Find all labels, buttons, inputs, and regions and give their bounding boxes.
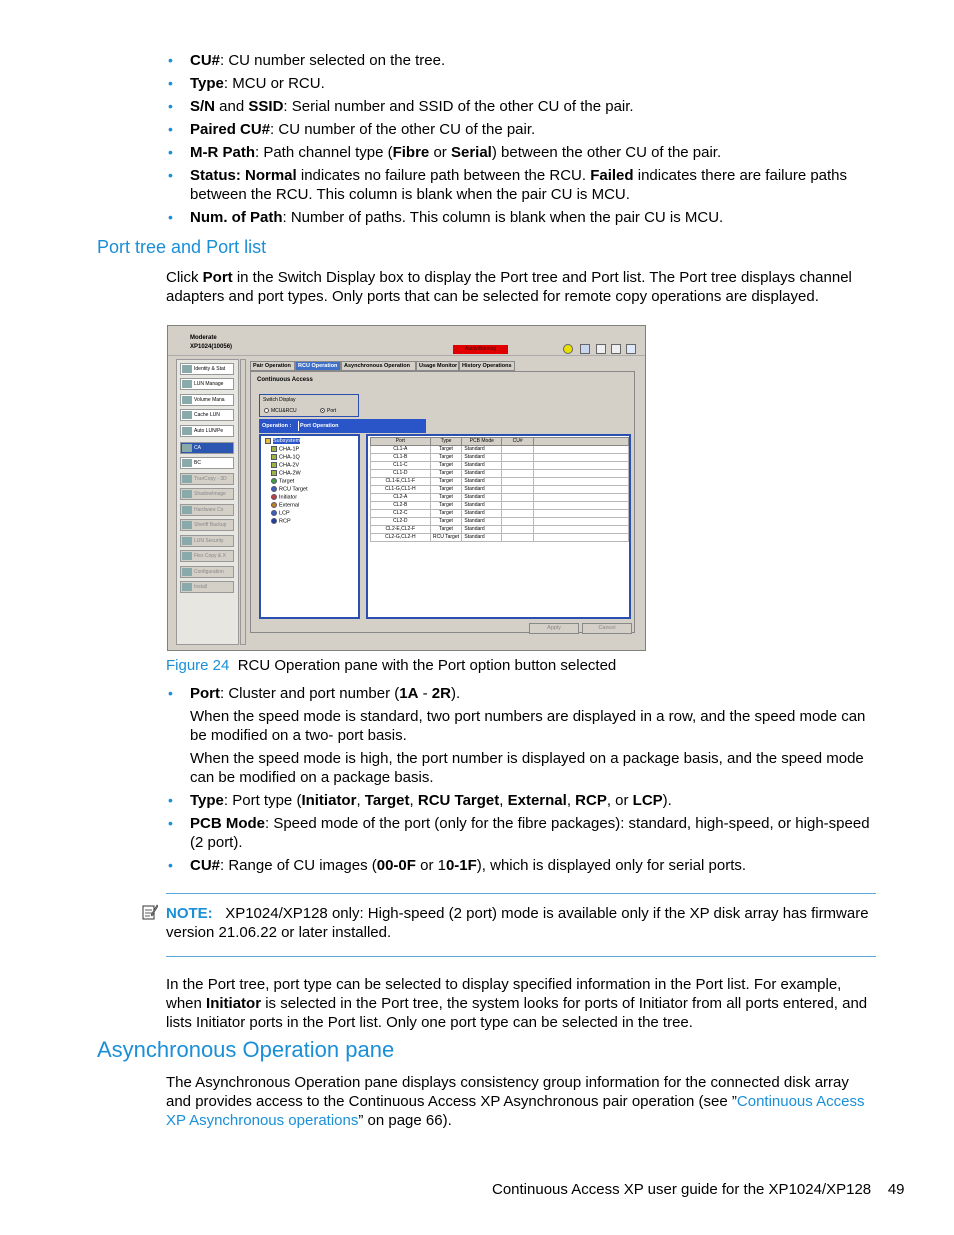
external-icon [271, 502, 277, 508]
cell-blank [533, 478, 628, 486]
port-speed-high: When the speed mode is high, the port number is displayed on a package basis, and the speed mode can be modified on a package basis. [190, 750, 864, 786]
column-header-type[interactable]: Type [430, 438, 462, 446]
sidebar-item-identity[interactable] [180, 363, 234, 375]
cell-pcb-mode: Standard [462, 486, 502, 494]
tree-node-subsystem[interactable] [265, 438, 300, 445]
tree-node-label: CHA-2V [279, 462, 300, 469]
sidebar-item-label: Auto LUN/Pe [194, 428, 224, 434]
cell-cu [502, 494, 534, 502]
note-rule-top [166, 893, 876, 894]
table-header-row [371, 438, 629, 446]
tree-node-initiator[interactable] [271, 494, 297, 501]
list-item: • CU#: CU number selected on the tree. [166, 51, 878, 70]
sidebar-item-sheriff[interactable] [180, 519, 234, 531]
tree-node-cha-1p[interactable] [271, 446, 299, 453]
list-item: • Type: Port type (Initiator, Target, RCU Target, External, RCP, or LCP). [166, 791, 878, 810]
tree-node-label: Target [279, 478, 295, 485]
backup-icon [182, 521, 192, 529]
lcp-icon [271, 510, 277, 516]
table-row[interactable] [371, 478, 629, 486]
cell-pcb-mode: Standard [462, 518, 502, 526]
cell-pcb-mode: Standard [462, 494, 502, 502]
cell-cu [502, 478, 534, 486]
footer-title: Continuous Access XP user guide for the XP1024/XP128 [492, 1181, 872, 1198]
cell-pcb-mode: Standard [462, 454, 502, 462]
configuration-icon [182, 568, 192, 576]
cell-blank [533, 462, 628, 470]
port-field-list [166, 684, 878, 879]
table-row[interactable] [371, 534, 629, 542]
column-header-cu[interactable]: CU# [502, 438, 534, 446]
cell-cu [502, 510, 534, 518]
cell-port: CL2-B [371, 502, 431, 510]
cell-pcb-mode: Standard [462, 478, 502, 486]
tree-node-label: CHA-1P [279, 446, 300, 453]
sidebar-item-configuration[interactable] [180, 566, 234, 578]
tree-node-label: RCU Target [279, 486, 308, 493]
sidebar-item-ca[interactable] [180, 442, 234, 454]
port-tree-explanation: In the Port tree, port type can be selected to display specified information in the Port list. For example, when Initiator is selected in the Port tree, the system looks for ports of Initiator from all ports entered, and lists Initiator ports in the Port list. Only one port type can be selected in the tree. [166, 976, 868, 1031]
tree-node-target[interactable] [271, 478, 294, 485]
list-item: • Status: Normal indicates no failure path between the RCU. Failed indicates there are failure paths between the RCU. This column is blank when the pair CU is MCU. [166, 166, 878, 204]
tree-node-cha-1q[interactable] [271, 454, 300, 461]
initiator-icon [271, 494, 277, 500]
sidebar-item-label: Cache LUN [194, 412, 220, 418]
security-icon [182, 537, 192, 545]
tree-node-lcp[interactable] [271, 510, 290, 517]
cell-cu [502, 502, 534, 510]
tree-node-rcu-target[interactable] [271, 486, 308, 493]
sidebar-item-label: Hardware Co [194, 507, 224, 513]
sidebar-item-label: LUN Security [194, 538, 224, 544]
sidebar-item-lun-manager[interactable] [180, 378, 234, 390]
tree-node-label: Initiator [279, 494, 298, 501]
list-item: • Port: Cluster and port number (1A - 2R). When the speed mode is standard, two port numbers are displayed in a row, and the speed mode can be modified on a two- port basis. When the speed mode is high, the port number is displayed on a package basis, and the speed mode can be modified on a package basis. [166, 684, 878, 787]
cell-type: Target [430, 526, 462, 534]
cell-port: CL1-A [371, 446, 431, 454]
sidebar-item-label: Flex Copy & X [194, 553, 226, 559]
cell-blank [533, 526, 628, 534]
cell-cu [502, 518, 534, 526]
cell-blank [533, 534, 628, 542]
cell-port: CL2-A [371, 494, 431, 502]
list-item: • Num. of Path: Number of paths. This column is blank when the pair CU is MCU. [166, 208, 878, 227]
sidebar-item-label: LUN Manage [194, 381, 224, 387]
list-item: • S/N and SSID: Serial number and SSID of the other CU of the pair. [166, 97, 878, 116]
volume-icon [182, 396, 192, 404]
cell-cu [502, 486, 534, 494]
list-item: • PCB Mode: Speed mode of the port (only for the fibre packages): standard, high-speed, or high-speed (2 port). [166, 814, 878, 852]
mcu-rcu-option[interactable] [264, 407, 297, 415]
column-header-pcb-mode[interactable]: PCB Mode [462, 438, 502, 446]
list-item: • M-R Path: Path channel type (Fibre or Serial) between the other CU of the pair. [166, 143, 878, 162]
cell-cu [502, 534, 534, 542]
operation-label: Operation : [262, 423, 292, 429]
cell-cu [502, 462, 534, 470]
table-row[interactable] [371, 510, 629, 518]
cell-type: Target [430, 510, 462, 518]
port-list[interactable] [366, 434, 631, 619]
cell-port: CL1-D [371, 470, 431, 478]
list-item: • Type: MCU or RCU. [166, 74, 878, 93]
tab-asynchronous-operation[interactable]: Asynchronous Operation [341, 361, 416, 371]
sidebar-item-cache-lun[interactable] [180, 409, 234, 421]
table-row[interactable] [371, 486, 629, 494]
cell-port: CL2-C [371, 510, 431, 518]
cell-type: Target [430, 486, 462, 494]
table-row[interactable] [371, 526, 629, 534]
page-footer [492, 1180, 905, 1199]
tree-node-label: CHA-2W [279, 470, 301, 477]
auto-lun-icon [182, 427, 192, 435]
cell-port: CL1-G,CL1-H [371, 486, 431, 494]
status-lamp-icon [563, 344, 573, 354]
adapter-icon [271, 446, 277, 452]
adapter-icon [271, 454, 277, 460]
note-text: NOTE: XP1024/XP128 only: High-speed (2 port) mode is available only if the XP disk array has firmware version 21.06.22 or later installed. [166, 905, 869, 941]
truecopy-icon [182, 475, 192, 483]
window-icon[interactable] [611, 344, 621, 354]
list-item: • Paired CU#: CU number of the other CU of the pair. [166, 120, 878, 139]
note-icon [142, 903, 158, 920]
sidebar-item-auto-lun[interactable] [180, 425, 234, 437]
divider [298, 421, 299, 431]
shadowimage-icon [182, 490, 192, 498]
cell-type: Target [430, 454, 462, 462]
tree-node-external[interactable] [271, 502, 299, 509]
port-list-table [370, 437, 629, 542]
tab-history-operations[interactable]: History Operations [459, 361, 515, 371]
cell-cu [502, 446, 534, 454]
screenshot-header [168, 326, 645, 356]
sidebar-item-shadowimage[interactable] [180, 488, 234, 500]
cell-cu [502, 526, 534, 534]
sidebar-item-flexcopy[interactable] [180, 550, 234, 562]
cell-pcb-mode: Standard [462, 510, 502, 518]
cache-icon [182, 411, 192, 419]
cancel-button[interactable]: Cancel [582, 623, 632, 634]
cell-type: RCU Target [430, 534, 462, 542]
hardware-icon [182, 506, 192, 514]
operation-bar [259, 419, 426, 433]
async-intro: The Asynchronous Operation pane displays consistency group information for the connected disk array and provides access to the Continuous Access XP Asynchronous pair operation (see ”Continuous Access XP Asynchronous operations” on page 66). [166, 1074, 865, 1129]
tree-node-cha-2v[interactable] [271, 462, 299, 469]
exit-icon[interactable] [626, 344, 636, 354]
note-label: NOTE: [166, 905, 213, 922]
cell-type: Target [430, 446, 462, 454]
subsystem-mode: Moderate [190, 335, 217, 341]
cell-cu [502, 454, 534, 462]
port-tree-intro: Click Port in the Switch Display box to display the Port tree and Port list. The Port tree displays channel adapters and port types. Only ports that can be selected for remote copy operations are displayed. [166, 269, 852, 305]
cell-pcb-mode: Standard [462, 446, 502, 454]
sidebar-item-label: BC [194, 460, 201, 466]
cell-type: Target [430, 494, 462, 502]
tab-usage-monitor[interactable]: Usage Monitor [416, 361, 459, 371]
tree-node-label: Subsystem [273, 438, 301, 445]
radio-selected-icon [320, 408, 325, 413]
sidebar-scrollbar[interactable] [240, 359, 246, 645]
table-row[interactable] [371, 494, 629, 502]
table-row[interactable] [371, 446, 629, 454]
table-row[interactable] [371, 462, 629, 470]
port-option[interactable] [320, 407, 336, 415]
table-row[interactable] [371, 502, 629, 510]
sidebar-item-install[interactable] [180, 581, 234, 593]
sidebar-item-label: CA [194, 445, 201, 451]
sidebar-item-label: Configuration [194, 569, 224, 575]
switch-display-label: Switch Display [263, 397, 296, 403]
ca-icon [182, 444, 192, 452]
sidebar-item-label: Identity & Stat [194, 366, 226, 372]
subsystem-name: XP1024(10056) [190, 344, 233, 350]
rcu-operation-screenshot [167, 325, 646, 651]
rcu-operation-pane [250, 371, 635, 633]
sidebar [176, 359, 239, 645]
apply-button[interactable]: Apply [529, 623, 579, 634]
rcp-icon [271, 518, 277, 524]
page-number: 49 [887, 1181, 905, 1198]
sidebar-item-label: Install [194, 584, 208, 590]
section-heading-async: Asynchronous Operation pane [97, 1037, 395, 1062]
cell-type: Target [430, 462, 462, 470]
edit-icon[interactable] [596, 344, 606, 354]
figure-caption-text: RCU Operation pane with the Port option button selected [237, 657, 617, 674]
pane-title: Continuous Access [257, 377, 313, 383]
sidebar-item-label: Sheriff Backup [194, 522, 227, 528]
tree-node-rcp[interactable] [271, 518, 291, 525]
cell-blank [533, 470, 628, 478]
sidebar-item-label: TrueCopy - 3D [194, 476, 227, 482]
section-heading-port-tree: Port tree and Port list [97, 237, 267, 257]
list-item: • CU#: Range of CU images (00-0F or 10-1F), which is displayed only for serial ports. [166, 856, 878, 875]
cell-pcb-mode: Standard [462, 502, 502, 510]
cell-pcb-mode: Standard [462, 462, 502, 470]
cell-blank [533, 510, 628, 518]
cell-port: CL1-E,CL1-F [371, 478, 431, 486]
column-header-blank [533, 438, 628, 446]
cell-port: CL2-D [371, 518, 431, 526]
install-icon [182, 583, 192, 591]
bc-icon [182, 459, 192, 467]
cell-blank [533, 518, 628, 526]
option-label: Port [327, 408, 337, 414]
sidebar-item-bc[interactable] [180, 457, 234, 469]
async-operations-link[interactable]: Continuous Access XP Asynchronous operations [166, 1093, 865, 1129]
cell-port: CL1-C [371, 462, 431, 470]
cell-blank [533, 494, 628, 502]
cell-port: CL1-B [371, 454, 431, 462]
adapter-icon [271, 470, 277, 476]
cell-pcb-mode: Standard [462, 470, 502, 478]
operation-value: Port Operation [300, 423, 339, 429]
field-description-list [166, 51, 878, 231]
flexcopy-icon [182, 552, 192, 560]
cell-type: Target [430, 502, 462, 510]
note-rule-bottom [166, 956, 876, 957]
cell-port: CL2-E,CL2-F [371, 526, 431, 534]
cell-pcb-mode: Standard [462, 534, 502, 542]
identity-icon [182, 365, 192, 373]
tree-node-label: CHA-1Q [279, 454, 300, 461]
figure-label: Figure 24 [166, 657, 230, 674]
tree-node-label: LCP [279, 510, 290, 517]
column-header-port[interactable]: Port [371, 438, 431, 446]
adapter-icon [271, 462, 277, 468]
cell-type: Target [430, 478, 462, 486]
tree-node-label: RCP [279, 518, 291, 525]
figure-caption [166, 656, 616, 675]
cell-blank [533, 486, 628, 494]
table-row[interactable] [371, 470, 629, 478]
option-label: MCU&RCU [271, 408, 297, 414]
lun-icon [182, 380, 192, 388]
sidebar-item-truecopy[interactable] [180, 473, 234, 485]
tree-node-label: External [279, 502, 300, 509]
sidebar-item-label: ShadowImage [194, 491, 226, 497]
subsystem-icon [265, 438, 271, 444]
tree-node-cha-2w[interactable] [271, 470, 301, 477]
cell-blank [533, 454, 628, 462]
port-tree[interactable] [259, 434, 360, 619]
sidebar-item-volume[interactable] [180, 394, 234, 406]
cell-cu [502, 470, 534, 478]
tab-rcu-operation[interactable]: RCU Operation [295, 361, 341, 371]
switch-display-box [259, 394, 359, 417]
cell-port: CL2-G,CL2-H [371, 534, 431, 542]
cell-blank [533, 446, 628, 454]
refresh-icon[interactable] [580, 344, 590, 354]
table-row[interactable] [371, 518, 629, 526]
radio-icon [264, 408, 269, 413]
tab-pair-operation[interactable]: Pair Operation [250, 361, 295, 371]
port-speed-standard: When the speed mode is standard, two port numbers are displayed in a row, and the speed mode can be modified on a two- port basis. [190, 708, 866, 744]
target-icon [271, 478, 277, 484]
cell-type: Target [430, 470, 462, 478]
sidebar-item-hardware[interactable] [180, 504, 234, 516]
cell-type: Target [430, 518, 462, 526]
sidebar-item-lun-security[interactable] [180, 535, 234, 547]
rcu-target-icon [271, 486, 277, 492]
cell-blank [533, 502, 628, 510]
audit-warning-indicator[interactable]: Audit/Warning [453, 345, 508, 354]
table-row[interactable] [371, 454, 629, 462]
cell-pcb-mode: Standard [462, 526, 502, 534]
sidebar-item-label: Volume Mana [194, 397, 225, 403]
